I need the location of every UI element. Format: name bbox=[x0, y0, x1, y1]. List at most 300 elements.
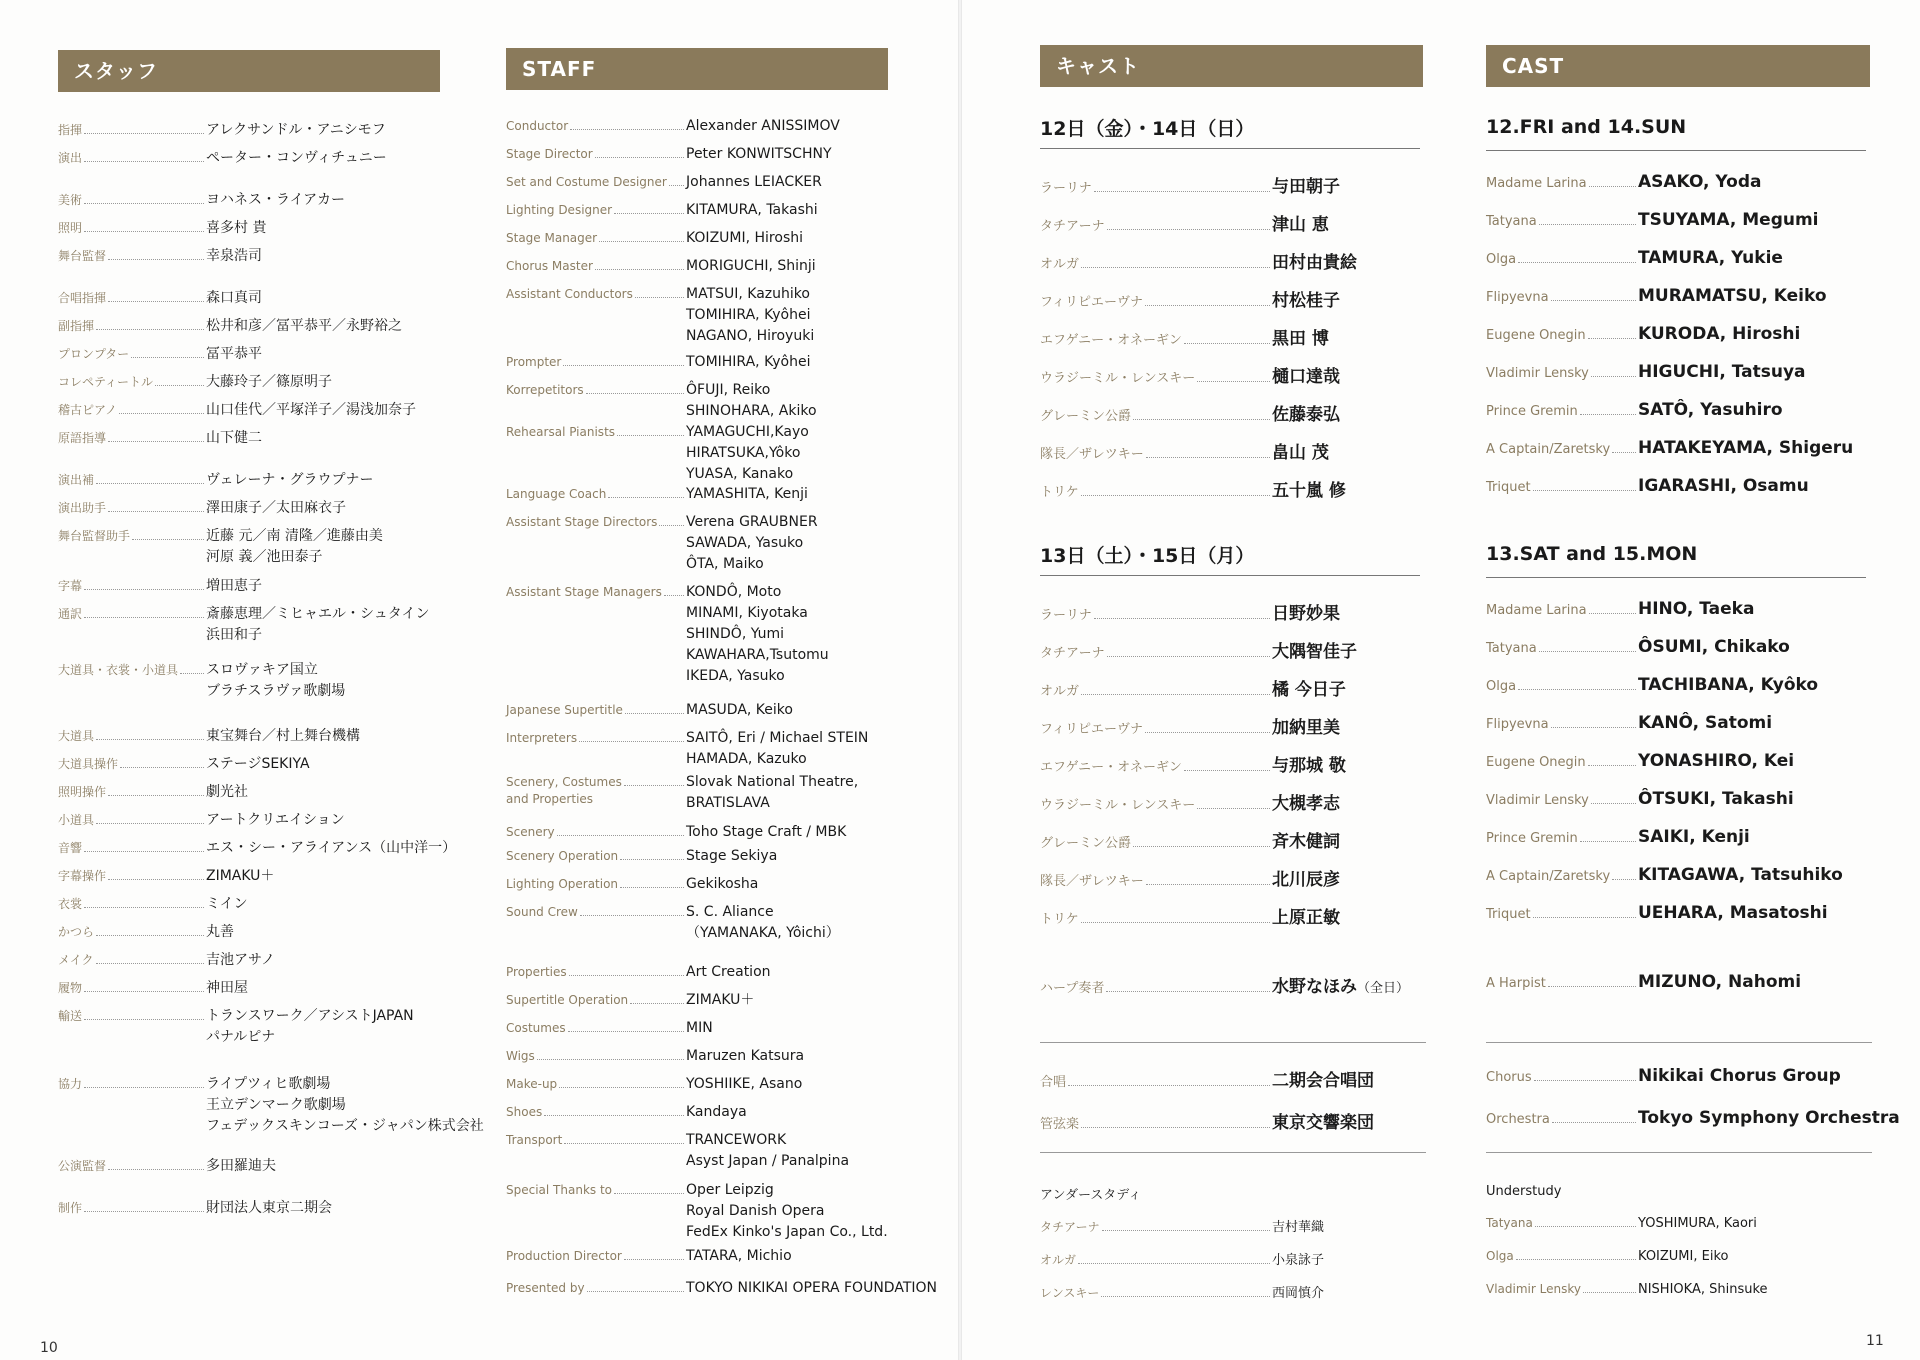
staff-jp-role bbox=[58, 346, 206, 363]
cast-en-groups-rule-top bbox=[1486, 1042, 1872, 1043]
staff-en-role bbox=[506, 876, 686, 893]
cast-jp-leader-dots bbox=[1197, 381, 1270, 382]
staff-en-name: Gekikosha bbox=[686, 876, 759, 892]
staff-jp-names bbox=[206, 428, 456, 449]
staff-en-leader-dots bbox=[630, 1003, 684, 1004]
cast-jp-understudy-role bbox=[1040, 1251, 1272, 1268]
cast-jp-understudy-entry bbox=[1040, 1282, 1324, 1301]
staff-en-entry bbox=[506, 990, 916, 1011]
cast-en-cast-role bbox=[1486, 603, 1638, 618]
page-number-right: 11 bbox=[1866, 1333, 1884, 1349]
cast-en-cast-role-text: A Captain/Zaretsky bbox=[1486, 442, 1611, 457]
staff-jp-role bbox=[58, 980, 206, 997]
cast-jp-cast-role bbox=[1040, 481, 1272, 500]
staff-en-name: TOKYO NIKIKAI OPERA FOUNDATION bbox=[686, 1280, 937, 1296]
cast-jp-harpist-note: （全日） bbox=[1357, 981, 1410, 996]
staff-jp-role bbox=[58, 528, 206, 545]
cast-en-cast-role bbox=[1486, 214, 1638, 229]
staff-en-role-text: Japanese Supertitle bbox=[506, 703, 623, 717]
staff-en-role bbox=[506, 146, 686, 163]
staff-en-entry bbox=[506, 1180, 916, 1243]
staff-jp-name: ミイン bbox=[206, 896, 248, 912]
staff-en-role-text: Set and Costume Designer bbox=[506, 175, 667, 189]
staff-en-name: TRANCEWORK bbox=[686, 1132, 787, 1148]
staff-en-role-text: Costumes bbox=[506, 1021, 566, 1035]
staff-jp-leader-dots bbox=[119, 413, 204, 414]
staff-jp-name: 近藤 元／南 清隆／進藤由美 bbox=[206, 528, 383, 544]
staff-en-entry bbox=[506, 1130, 916, 1172]
staff-jp-names bbox=[206, 978, 456, 999]
cast-en-cast-role-text: A Captain/Zaretsky bbox=[1486, 869, 1611, 884]
staff-jp-name: ライプツィヒ歌劇場 bbox=[206, 1076, 331, 1092]
staff-jp-entry bbox=[58, 660, 456, 702]
cast-en-harpist-role bbox=[1486, 976, 1638, 991]
staff-jp-name: エス・シー・アライアンス（山中洋一） bbox=[206, 840, 457, 856]
staff-en-entry bbox=[506, 1246, 916, 1267]
staff-jp-entry bbox=[58, 1156, 456, 1177]
cast-en-column bbox=[1486, 45, 1870, 87]
cast-jp-header: キャスト bbox=[1040, 45, 1423, 87]
staff-en-leader-dots bbox=[620, 859, 684, 860]
staff-en-role bbox=[506, 1048, 686, 1065]
staff-jp-role-text: 字幕 bbox=[58, 579, 83, 593]
staff-jp-entry bbox=[58, 978, 456, 999]
staff-jp-leader-dots bbox=[131, 357, 204, 358]
cast-en-leader-dots bbox=[1533, 917, 1636, 918]
cast-jp-cast-role bbox=[1040, 215, 1272, 234]
staff-en-name: Verena GRAUBNER bbox=[686, 514, 818, 530]
cast-en-leader-dots bbox=[1589, 613, 1636, 614]
staff-jp-role bbox=[58, 868, 206, 885]
cast-jp-cast-role-text: グレーミン公爵 bbox=[1040, 836, 1132, 851]
staff-jp-leader-dots bbox=[96, 963, 204, 964]
staff-en-names bbox=[686, 822, 916, 843]
staff-jp-name: 森口真司 bbox=[206, 290, 262, 306]
cast-en-cast-role-text: Tatyana bbox=[1486, 641, 1537, 656]
staff-en-role bbox=[506, 486, 686, 503]
staff-en-role-text: Assistant Stage Managers bbox=[506, 585, 662, 599]
staff-en-role bbox=[506, 848, 686, 865]
staff-en-role bbox=[506, 174, 686, 191]
staff-en-entry bbox=[506, 484, 916, 505]
cast-en-cast-name: ÔSUMI, Chikako bbox=[1638, 637, 1790, 657]
staff-en-name: Asyst Japan / Panalpina bbox=[686, 1153, 850, 1169]
staff-jp-names bbox=[206, 498, 456, 519]
staff-en-names bbox=[686, 284, 916, 347]
staff-en-names bbox=[686, 962, 916, 983]
cast-jp-cast-role bbox=[1040, 718, 1272, 737]
staff-jp-role bbox=[58, 1158, 206, 1175]
staff-jp-leader-dots bbox=[84, 991, 204, 992]
staff-jp-entry bbox=[58, 526, 456, 568]
staff-jp-role-text: メイク bbox=[58, 953, 94, 967]
cast-jp-cast-role bbox=[1040, 756, 1272, 775]
cast-en-cast-entry bbox=[1486, 210, 1819, 230]
staff-jp-name: 冨平恭平 bbox=[206, 346, 262, 362]
staff-en-role-text: Lighting Operation bbox=[506, 877, 619, 891]
cast-en-leader-dots bbox=[1580, 841, 1636, 842]
cast-jp-cast-name: 北川辰彦 bbox=[1272, 870, 1340, 890]
cast-jp-groups-rule-bottom bbox=[1040, 1152, 1426, 1153]
cast-en-cast-role-text: Madame Larina bbox=[1486, 176, 1587, 191]
staff-en-names bbox=[686, 144, 916, 165]
staff-en-names bbox=[686, 352, 916, 373]
cast-en-leader-dots bbox=[1539, 224, 1636, 225]
cast-jp-cast-entry bbox=[1040, 637, 1357, 662]
cast-jp-cast-role bbox=[1040, 794, 1272, 813]
staff-jp-name: 王立デンマーク歌劇場 bbox=[206, 1097, 346, 1113]
staff-jp-leader-dots bbox=[155, 385, 204, 386]
cast-en-group-name: Tokyo Symphony Orchestra bbox=[1638, 1108, 1900, 1128]
staff-en-entry bbox=[506, 874, 916, 895]
staff-jp-role-text: 舞台監督 bbox=[58, 249, 107, 263]
staff-en-entry bbox=[506, 700, 916, 721]
staff-en-names bbox=[686, 990, 916, 1011]
staff-jp-leader-dots bbox=[84, 231, 204, 232]
cast-jp-cast-entry bbox=[1040, 827, 1340, 852]
cast-jp-cast-name: 五十嵐 修 bbox=[1272, 481, 1346, 501]
staff-jp-entry bbox=[58, 288, 456, 309]
cast-jp-cast-name: 畠山 茂 bbox=[1272, 443, 1329, 463]
cast-jp-group-entry bbox=[1040, 1108, 1374, 1133]
staff-jp-leader-dots bbox=[84, 907, 204, 908]
staff-en-role bbox=[506, 118, 686, 135]
staff-jp-name: 山口佳代／平塚洋子／湯浅加奈子 bbox=[206, 402, 416, 418]
staff-jp-name: 山下健二 bbox=[206, 430, 262, 446]
staff-en-role bbox=[506, 1182, 686, 1199]
staff-jp-name: アートクリエイション bbox=[206, 812, 345, 828]
cast-en-cast-name: HATAKEYAMA, Shigeru bbox=[1638, 438, 1854, 458]
staff-en-names bbox=[686, 846, 916, 867]
staff-en-name: YAMAGUCHI,Kayo bbox=[686, 424, 809, 440]
staff-jp-leader-dots bbox=[84, 133, 204, 134]
staff-jp-name: スロヴァキア国立 bbox=[206, 662, 318, 678]
staff-jp-names bbox=[206, 190, 456, 211]
staff-jp-role bbox=[58, 1076, 206, 1093]
cast-jp-leader-dots bbox=[1197, 808, 1270, 809]
cast-en-cast-role bbox=[1486, 755, 1638, 770]
staff-en-name: Johannes LEIACKER bbox=[686, 174, 822, 190]
staff-jp-name: フェデックスキンコーズ・ジャパン株式会社 bbox=[206, 1118, 484, 1134]
cast-en-cast-entry bbox=[1486, 438, 1853, 458]
staff-jp-name: 斎藤恵理／ミヒャエル・シュタイン bbox=[206, 606, 430, 622]
staff-en-name: FedEx Kinko's Japan Co., Ltd. bbox=[686, 1224, 888, 1240]
staff-en-leader-dots bbox=[664, 595, 684, 596]
cast-en-cast-role bbox=[1486, 290, 1638, 305]
staff-en-name: SAITÔ, Eri / Michael STEIN bbox=[686, 730, 869, 746]
cast-jp-groups-rule-top bbox=[1040, 1042, 1426, 1043]
staff-en-names bbox=[686, 902, 916, 944]
cast-en-understudy-role bbox=[1486, 1249, 1638, 1263]
staff-en-name: Art Creation bbox=[686, 964, 771, 980]
staff-jp-name: ヨハネス・ライアカー bbox=[206, 192, 346, 208]
staff-en-names bbox=[686, 1278, 937, 1299]
cast-jp-leader-dots bbox=[1145, 305, 1270, 306]
staff-jp-names bbox=[206, 1074, 484, 1137]
cast-jp-harpist-name: 水野なほみ bbox=[1272, 977, 1357, 997]
staff-jp-role-text: 大道具操作 bbox=[58, 757, 119, 771]
staff-en-name: SAWADA, Yasuko bbox=[686, 535, 804, 551]
staff-jp-name: ペーター・コンヴィチュニー bbox=[206, 150, 387, 166]
staff-jp-leader-dots bbox=[120, 767, 204, 768]
staff-jp-names bbox=[206, 1006, 456, 1048]
cast-jp-cast-entry bbox=[1040, 713, 1340, 738]
cast-jp-cast-role-text: タチアーナ bbox=[1040, 219, 1105, 234]
staff-jp-role-text: 照明 bbox=[58, 221, 83, 235]
cast-jp-cast-role-text: エフゲニー・オネーギン bbox=[1040, 760, 1182, 775]
staff-en-name: Oper Leipzig bbox=[686, 1182, 774, 1198]
staff-jp-entry bbox=[58, 344, 456, 365]
cast-jp-group-role-text: 管弦楽 bbox=[1040, 1117, 1080, 1132]
cast-jp-understudy-entry bbox=[1040, 1249, 1324, 1268]
cast-jp-leader-dots bbox=[1106, 991, 1270, 992]
cast-jp-cast-name: 樋口達哉 bbox=[1272, 367, 1340, 387]
cast-en-cast-role-text: Eugene Onegin bbox=[1486, 328, 1586, 343]
cast-en-understudy-name: NISHIOKA, Shinsuke bbox=[1638, 1282, 1768, 1297]
staff-en-names bbox=[686, 200, 916, 221]
cast-jp-understudy-role-text: オルガ bbox=[1040, 1253, 1077, 1267]
cast-en-cast-name: IGARASHI, Osamu bbox=[1638, 476, 1809, 496]
cast-jp-harpist-role bbox=[1040, 977, 1272, 996]
cast-en-cast-role bbox=[1486, 328, 1638, 343]
staff-en-role bbox=[506, 1020, 686, 1037]
staff-jp-role bbox=[58, 1200, 206, 1217]
staff-jp-entry bbox=[58, 866, 456, 887]
staff-jp-entry bbox=[58, 400, 456, 421]
staff-en-names bbox=[686, 1018, 916, 1039]
staff-en-role bbox=[506, 1104, 686, 1121]
cast-en-section-title: 12.FRI and 14.SUN bbox=[1486, 116, 1687, 138]
cast-jp-cast-role-text: オルガ bbox=[1040, 257, 1080, 272]
staff-en-name: Stage Sekiya bbox=[686, 848, 778, 864]
cast-jp-leader-dots bbox=[1101, 1296, 1270, 1297]
staff-en-role bbox=[506, 258, 686, 275]
cast-en-cast-entry bbox=[1486, 827, 1750, 847]
staff-jp-role bbox=[58, 248, 206, 265]
cast-en-cast-role bbox=[1486, 480, 1638, 495]
cast-en-cast-entry bbox=[1486, 172, 1762, 192]
cast-jp-leader-dots bbox=[1081, 922, 1270, 923]
staff-en-role-text: Scenery, Costumes and Properties bbox=[506, 775, 622, 806]
cast-jp-cast-entry bbox=[1040, 286, 1340, 311]
cast-jp-understudy-title: アンダースタディ bbox=[1040, 1188, 1142, 1203]
staff-en-header: STAFF bbox=[506, 48, 888, 90]
cast-en-cast-role-text: Vladimir Lensky bbox=[1486, 793, 1589, 808]
staff-jp-name: 多田羅迪夫 bbox=[206, 1158, 276, 1174]
cast-en-cast-role bbox=[1486, 404, 1638, 419]
staff-en-role-text: Lighting Designer bbox=[506, 203, 613, 217]
staff-jp-names bbox=[206, 470, 456, 491]
staff-jp-role-text: 稽古ピアノ bbox=[58, 403, 118, 417]
staff-en-entry bbox=[506, 116, 916, 137]
staff-en-names bbox=[686, 422, 916, 485]
staff-en-name: BRATISLAVA bbox=[686, 795, 770, 811]
staff-en-name: Toho Stage Craft / MBK bbox=[686, 824, 847, 840]
cast-jp-cast-role bbox=[1040, 604, 1272, 623]
cast-en-leader-dots bbox=[1591, 803, 1636, 804]
cast-en-understudy-title: Understudy bbox=[1486, 1184, 1562, 1199]
staff-en-name: Royal Danish Opera bbox=[686, 1203, 825, 1219]
staff-en-role-text: Scenery bbox=[506, 825, 555, 839]
staff-jp-name: ヴェレーナ・グラウプナー bbox=[206, 472, 374, 488]
cast-en-leader-dots bbox=[1612, 879, 1636, 880]
staff-jp-role-text: 合唱指揮 bbox=[58, 291, 107, 305]
cast-en-cast-role-text: Olga bbox=[1486, 679, 1517, 694]
cast-jp-cast-role bbox=[1040, 329, 1272, 348]
cast-jp-leader-dots bbox=[1146, 457, 1270, 458]
staff-en-entry bbox=[506, 172, 916, 193]
cast-jp-leader-dots bbox=[1107, 229, 1270, 230]
cast-en-leader-dots bbox=[1518, 262, 1636, 263]
staff-jp-leader-dots bbox=[84, 617, 204, 618]
cast-en-harpist-name: MIZUNO, Nahomi bbox=[1638, 972, 1802, 992]
cast-en-cast-entry bbox=[1486, 599, 1754, 619]
staff-en-leader-dots bbox=[614, 1193, 684, 1194]
cast-jp-cast-role-text: ウラジーミル・レンスキー bbox=[1040, 371, 1196, 386]
staff-jp-entry bbox=[58, 148, 456, 169]
staff-en-leader-dots bbox=[544, 1115, 684, 1116]
staff-jp-role bbox=[58, 290, 206, 307]
staff-jp-role-text: 演出 bbox=[58, 151, 83, 165]
staff-en-role-text: Conductor bbox=[506, 119, 569, 133]
staff-jp-names bbox=[206, 754, 456, 775]
staff-en-role bbox=[506, 774, 686, 808]
staff-en-name: HIRATSUKA,Yôko bbox=[686, 445, 801, 461]
staff-en-leader-dots bbox=[635, 297, 684, 298]
staff-en-role bbox=[506, 286, 686, 303]
staff-jp-leader-dots bbox=[108, 795, 204, 796]
cast-jp-cast-entry bbox=[1040, 675, 1346, 700]
cast-en-cast-role-text: Prince Gremin bbox=[1486, 831, 1578, 846]
staff-jp-names bbox=[206, 1198, 456, 1219]
staff-en-name: KITAMURA, Takashi bbox=[686, 202, 818, 218]
staff-jp-name: 劇光社 bbox=[206, 784, 248, 800]
staff-en-entry bbox=[506, 1074, 916, 1095]
cast-jp-cast-name: 黒田 博 bbox=[1272, 329, 1329, 349]
cast-jp-cast-role bbox=[1040, 642, 1272, 661]
cast-jp-section-rule bbox=[1040, 148, 1420, 149]
cast-jp-understudy-entry bbox=[1040, 1216, 1324, 1235]
cast-jp-leader-dots bbox=[1068, 1085, 1270, 1086]
staff-en-names bbox=[686, 228, 916, 249]
staff-en-role-text: Interpreters bbox=[506, 731, 578, 745]
staff-en-name: Slovak National Theatre, bbox=[686, 774, 859, 790]
staff-jp-name: 東宝舞台／村上舞台機構 bbox=[206, 728, 360, 744]
cast-jp-cast-role-text: ラーリナ bbox=[1040, 181, 1092, 196]
staff-en-leader-dots bbox=[599, 241, 684, 242]
cast-en-understudy-role-text: Olga bbox=[1486, 1249, 1514, 1263]
cast-en-leader-dots bbox=[1534, 1080, 1636, 1081]
staff-jp-leader-dots bbox=[108, 511, 204, 512]
staff-jp-name: ステージSEKIYA bbox=[206, 756, 310, 772]
staff-jp-role-text: 舞台監督助手 bbox=[58, 529, 131, 543]
staff-jp-role-text: 小道具 bbox=[58, 813, 95, 827]
cast-jp-cast-role bbox=[1040, 291, 1272, 310]
cast-jp-leader-dots bbox=[1081, 694, 1270, 695]
cast-jp-cast-role bbox=[1040, 908, 1272, 927]
staff-jp-entry bbox=[58, 470, 456, 491]
cast-jp-cast-role-text: トリケ bbox=[1040, 485, 1079, 500]
cast-en-section-title: 13.SAT and 15.MON bbox=[1486, 543, 1698, 565]
staff-en-name: YAMASHITA, Kenji bbox=[686, 486, 808, 502]
staff-en-leader-dots bbox=[624, 785, 684, 786]
staff-jp-name: 吉池アサノ bbox=[206, 952, 276, 968]
cast-jp-cast-role bbox=[1040, 177, 1272, 196]
cast-en-group-name: Nikikai Chorus Group bbox=[1638, 1066, 1841, 1086]
staff-jp-role bbox=[58, 578, 206, 595]
staff-jp-leader-dots bbox=[132, 539, 204, 540]
cast-en-cast-name: UEHARA, Masatoshi bbox=[1638, 903, 1828, 923]
staff-jp-role bbox=[58, 952, 206, 969]
staff-jp-name: アレクサンドル・アニシモフ bbox=[206, 122, 386, 138]
staff-en-entry bbox=[506, 1018, 916, 1039]
cast-en-harpist bbox=[1486, 972, 1801, 992]
staff-en-role bbox=[506, 202, 686, 219]
cast-en-cast-role bbox=[1486, 366, 1638, 381]
cast-en-cast-entry bbox=[1486, 865, 1843, 885]
cast-jp-cast-role-text: エフゲニー・オネーギン bbox=[1040, 333, 1182, 348]
staff-jp-entry bbox=[58, 894, 456, 915]
cast-en-cast-role-text: Prince Gremin bbox=[1486, 404, 1578, 419]
cast-en-cast-name: TACHIBANA, Kyôko bbox=[1638, 675, 1819, 695]
staff-en-column bbox=[506, 48, 888, 90]
staff-jp-entry bbox=[58, 1198, 456, 1219]
staff-jp-role-text: 字幕操作 bbox=[58, 869, 107, 883]
staff-en-entry bbox=[506, 228, 916, 249]
staff-en-entry bbox=[506, 380, 916, 422]
cast-en-harpist-role-text: A Harpist bbox=[1486, 976, 1546, 991]
staff-en-role-text: Sound Crew bbox=[506, 905, 578, 919]
staff-en-role-text: Assistant Stage Directors bbox=[506, 515, 658, 529]
staff-en-names bbox=[686, 874, 916, 895]
staff-en-name: ÔTA, Maiko bbox=[686, 556, 764, 572]
staff-en-entry bbox=[506, 512, 916, 575]
staff-en-names bbox=[686, 116, 916, 137]
staff-en-name: （YAMANAKA, Yôichi） bbox=[686, 925, 840, 941]
cast-en-cast-role-text: Flipyevna bbox=[1486, 290, 1549, 305]
staff-jp-name: ブラチスラヴァ歌劇場 bbox=[206, 683, 346, 699]
staff-jp-names bbox=[206, 782, 456, 803]
staff-jp-names bbox=[206, 218, 456, 239]
staff-en-name: S. C. Aliance bbox=[686, 904, 774, 920]
cast-en-cast-name: ÔTSUKI, Takashi bbox=[1638, 789, 1794, 809]
cast-en-leader-dots bbox=[1535, 1226, 1636, 1227]
staff-en-name: NAGANO, Hiroyuki bbox=[686, 328, 815, 344]
staff-jp-leader-dots bbox=[180, 673, 204, 674]
staff-jp-names bbox=[206, 894, 456, 915]
staff-en-role-text: Wigs bbox=[506, 1049, 535, 1063]
cast-en-cast-role-text: Triquet bbox=[1486, 480, 1531, 495]
cast-jp-cast-name: 斉木健詞 bbox=[1272, 832, 1340, 852]
staff-jp-names bbox=[206, 1156, 456, 1177]
staff-jp-entry bbox=[58, 498, 456, 519]
staff-en-names bbox=[686, 772, 916, 814]
staff-en-names bbox=[686, 172, 916, 193]
cast-en-cast-role bbox=[1486, 641, 1638, 656]
staff-en-role-text: Rehearsal Pianists bbox=[506, 425, 616, 439]
cast-en-cast-entry bbox=[1486, 637, 1790, 657]
staff-en-role bbox=[506, 824, 686, 841]
cast-jp-cast-role-text: 隊長／ザレツキー bbox=[1040, 874, 1144, 889]
cast-en-cast-name: SATÔ, Yasuhiro bbox=[1638, 400, 1783, 420]
staff-en-names bbox=[686, 1074, 916, 1095]
staff-jp-entry bbox=[58, 120, 456, 141]
staff-en-leader-dots bbox=[586, 393, 684, 394]
cast-en-understudy-name: KOIZUMI, Eiko bbox=[1638, 1249, 1729, 1264]
staff-jp-leader-dots bbox=[108, 879, 204, 880]
cast-jp-cast-role bbox=[1040, 832, 1272, 851]
cast-en-leader-dots bbox=[1518, 689, 1636, 690]
